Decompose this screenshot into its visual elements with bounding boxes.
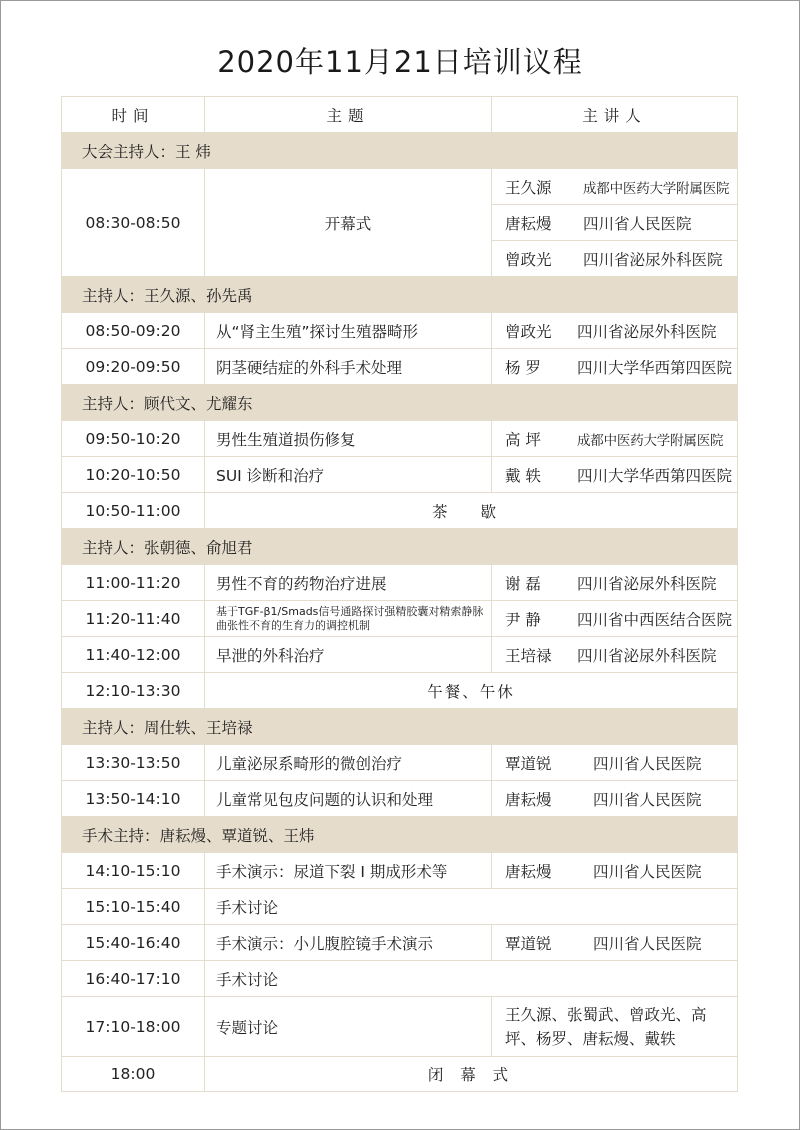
row-topic: 儿童常见包皮问题的认识和处理 (204, 780, 491, 816)
row-time: 15:10-15:40 (61, 888, 204, 924)
row-time: 18:00 (61, 1056, 204, 1091)
speaker-cell (491, 168, 738, 204)
section-host: 手术主持：唐耘熳、覃道锐、王炜 (82, 826, 315, 845)
section-row (61, 816, 738, 852)
table-header (61, 96, 738, 132)
row-topic: 午餐、午休 (204, 672, 738, 708)
speaker-name: 戴 轶 (505, 466, 541, 485)
speaker-name: 高 坪 (505, 430, 541, 449)
row-time: 15:40-16:40 (61, 924, 204, 960)
speaker-cell (491, 456, 738, 492)
row-topic: 早泄的外科治疗 (204, 636, 491, 672)
row-topic: 基于TGF-β1/Smads信号通路探讨强精胶囊对精索静脉曲张性不育的生育力的调控机制 (204, 600, 491, 636)
row-topic: 手术讨论 (204, 960, 738, 996)
speaker-cell (491, 240, 738, 276)
speaker-name: 曾政光 (505, 322, 552, 341)
table-row-break (61, 672, 738, 708)
row-topic: 手术演示：小儿腹腔镜手术演示 (204, 924, 491, 960)
speaker-affiliation: 四川省泌尿外科医院 (577, 322, 717, 341)
row-topic: 手术讨论 (204, 888, 738, 924)
table-row-break (61, 492, 738, 528)
row-time: 08:50-09:20 (61, 312, 204, 348)
section-row (61, 708, 738, 744)
speaker-name: 唐耘熳 (505, 790, 552, 809)
row-time: 08:30-08:50 (61, 168, 204, 276)
table-row (61, 348, 738, 384)
speaker-cell (491, 564, 738, 600)
speaker-affiliation: 四川省泌尿外科医院 (577, 646, 717, 665)
speaker-name: 覃道锐 (505, 934, 552, 953)
speaker-cell (491, 744, 738, 780)
row-topic: SUI 诊断和治疗 (204, 456, 491, 492)
speaker-name: 王培禄 (505, 646, 552, 665)
header-speaker: 主讲人 (491, 96, 738, 132)
row-time: 09:20-09:50 (61, 348, 204, 384)
row-time: 13:30-13:50 (61, 744, 204, 780)
row-topic: 男性生殖道损伤修复 (204, 420, 491, 456)
table-row (61, 960, 738, 996)
row-time: 11:40-12:00 (61, 636, 204, 672)
speaker-affiliation: 四川大学华西第四医院 (577, 466, 733, 485)
table-row-closing (61, 1056, 738, 1092)
row-topic: 阴茎硬结症的外科手术处理 (204, 348, 491, 384)
header-time: 时间 (61, 96, 204, 132)
speaker-name: 杨 罗 (505, 358, 541, 377)
table-row (61, 636, 738, 672)
section-host: 主持人：顾代文、尤耀东 (82, 394, 253, 413)
section-row (61, 384, 738, 420)
speaker-affiliation: 四川省人民医院 (593, 934, 702, 953)
speaker-affiliation: 四川省人民医院 (593, 790, 702, 809)
row-time: 13:50-14:10 (61, 780, 204, 816)
table-row-opening (61, 168, 738, 276)
row-topic: 闭 幕 式 (204, 1056, 738, 1091)
table-row (61, 924, 738, 960)
speaker-name: 谢 磊 (505, 574, 541, 593)
speaker-name: 曾政光 (505, 250, 552, 269)
row-time: 16:40-17:10 (61, 960, 204, 996)
row-topic: 开幕式 (204, 168, 491, 276)
row-topic: 专题讨论 (204, 996, 491, 1056)
speaker-affiliation: 四川省中西医结合医院 (577, 610, 733, 629)
speaker-cell (491, 924, 738, 960)
row-topic: 茶 歇 (204, 492, 738, 528)
row-time: 10:20-10:50 (61, 456, 204, 492)
speaker-cell (491, 636, 738, 672)
row-time: 12:10-13:30 (61, 672, 204, 708)
row-time: 11:00-11:20 (61, 564, 204, 600)
section-row (61, 132, 738, 168)
section-host: 主持人：王久源、孙先禹 (82, 286, 253, 305)
speaker-name: 尹 静 (505, 610, 541, 629)
speaker-affiliation: 四川省人民医院 (583, 214, 692, 233)
section-host: 主持人：周仕轶、王培禄 (82, 718, 253, 737)
speaker-list: 王久源、张蜀武、曾政光、高坪、杨罗、唐耘熳、戴轶 (505, 1005, 707, 1048)
table-row (61, 600, 738, 636)
table-row (61, 780, 738, 816)
section-row (61, 276, 738, 312)
speaker-affiliation: 四川省人民医院 (593, 754, 702, 773)
section-row (61, 528, 738, 564)
row-time: 14:10-15:10 (61, 852, 204, 888)
speaker-cell (491, 600, 738, 636)
speaker-cell (491, 420, 738, 456)
row-time: 10:50-11:00 (61, 492, 204, 528)
table-row (61, 744, 738, 780)
speaker-affiliation: 四川省泌尿外科医院 (577, 574, 717, 593)
speaker-cell (491, 996, 738, 1056)
speaker-affiliation: 四川省人民医院 (593, 862, 702, 881)
table-row (61, 456, 738, 492)
speaker-name: 唐耘熳 (505, 214, 552, 233)
header-topic: 主题 (204, 96, 491, 132)
speaker-cell (491, 312, 738, 348)
table-row (61, 852, 738, 888)
section-host: 大会主持人：王 炜 (82, 142, 211, 161)
row-time: 17:10-18:00 (61, 996, 204, 1056)
table-row (61, 996, 738, 1056)
speaker-name: 王久源 (505, 178, 552, 197)
row-topic: 手术演示：尿道下裂 I 期成形术等 (204, 852, 491, 888)
section-host: 主持人：张朝德、俞旭君 (82, 538, 253, 557)
speaker-cell (491, 780, 738, 816)
speaker-affiliation: 四川省泌尿外科医院 (583, 250, 723, 269)
table-row (61, 564, 738, 600)
speaker-affiliation: 四川大学华西第四医院 (577, 358, 733, 377)
speaker-name: 唐耘熳 (505, 862, 552, 881)
table-row (61, 888, 738, 924)
row-time: 09:50-10:20 (61, 420, 204, 456)
speaker-cell (491, 852, 738, 888)
page-title: 2020年11月21日培训议程 (217, 45, 583, 79)
table-row (61, 312, 738, 348)
row-topic: 男性不育的药物治疗进展 (204, 564, 491, 600)
speaker-cell (491, 204, 738, 240)
row-topic: 儿童泌尿系畸形的微创治疗 (204, 744, 491, 780)
speaker-cell (491, 348, 738, 384)
row-topic: 从“肾主生殖”探讨生殖器畸形 (204, 312, 491, 348)
table-row (61, 420, 738, 456)
speaker-affiliation: 成都中医药大学附属医院 (583, 180, 730, 197)
speaker-name: 覃道锐 (505, 754, 552, 773)
speaker-affiliation: 成都中医药大学附属医院 (577, 432, 724, 449)
row-time: 11:20-11:40 (61, 600, 204, 636)
